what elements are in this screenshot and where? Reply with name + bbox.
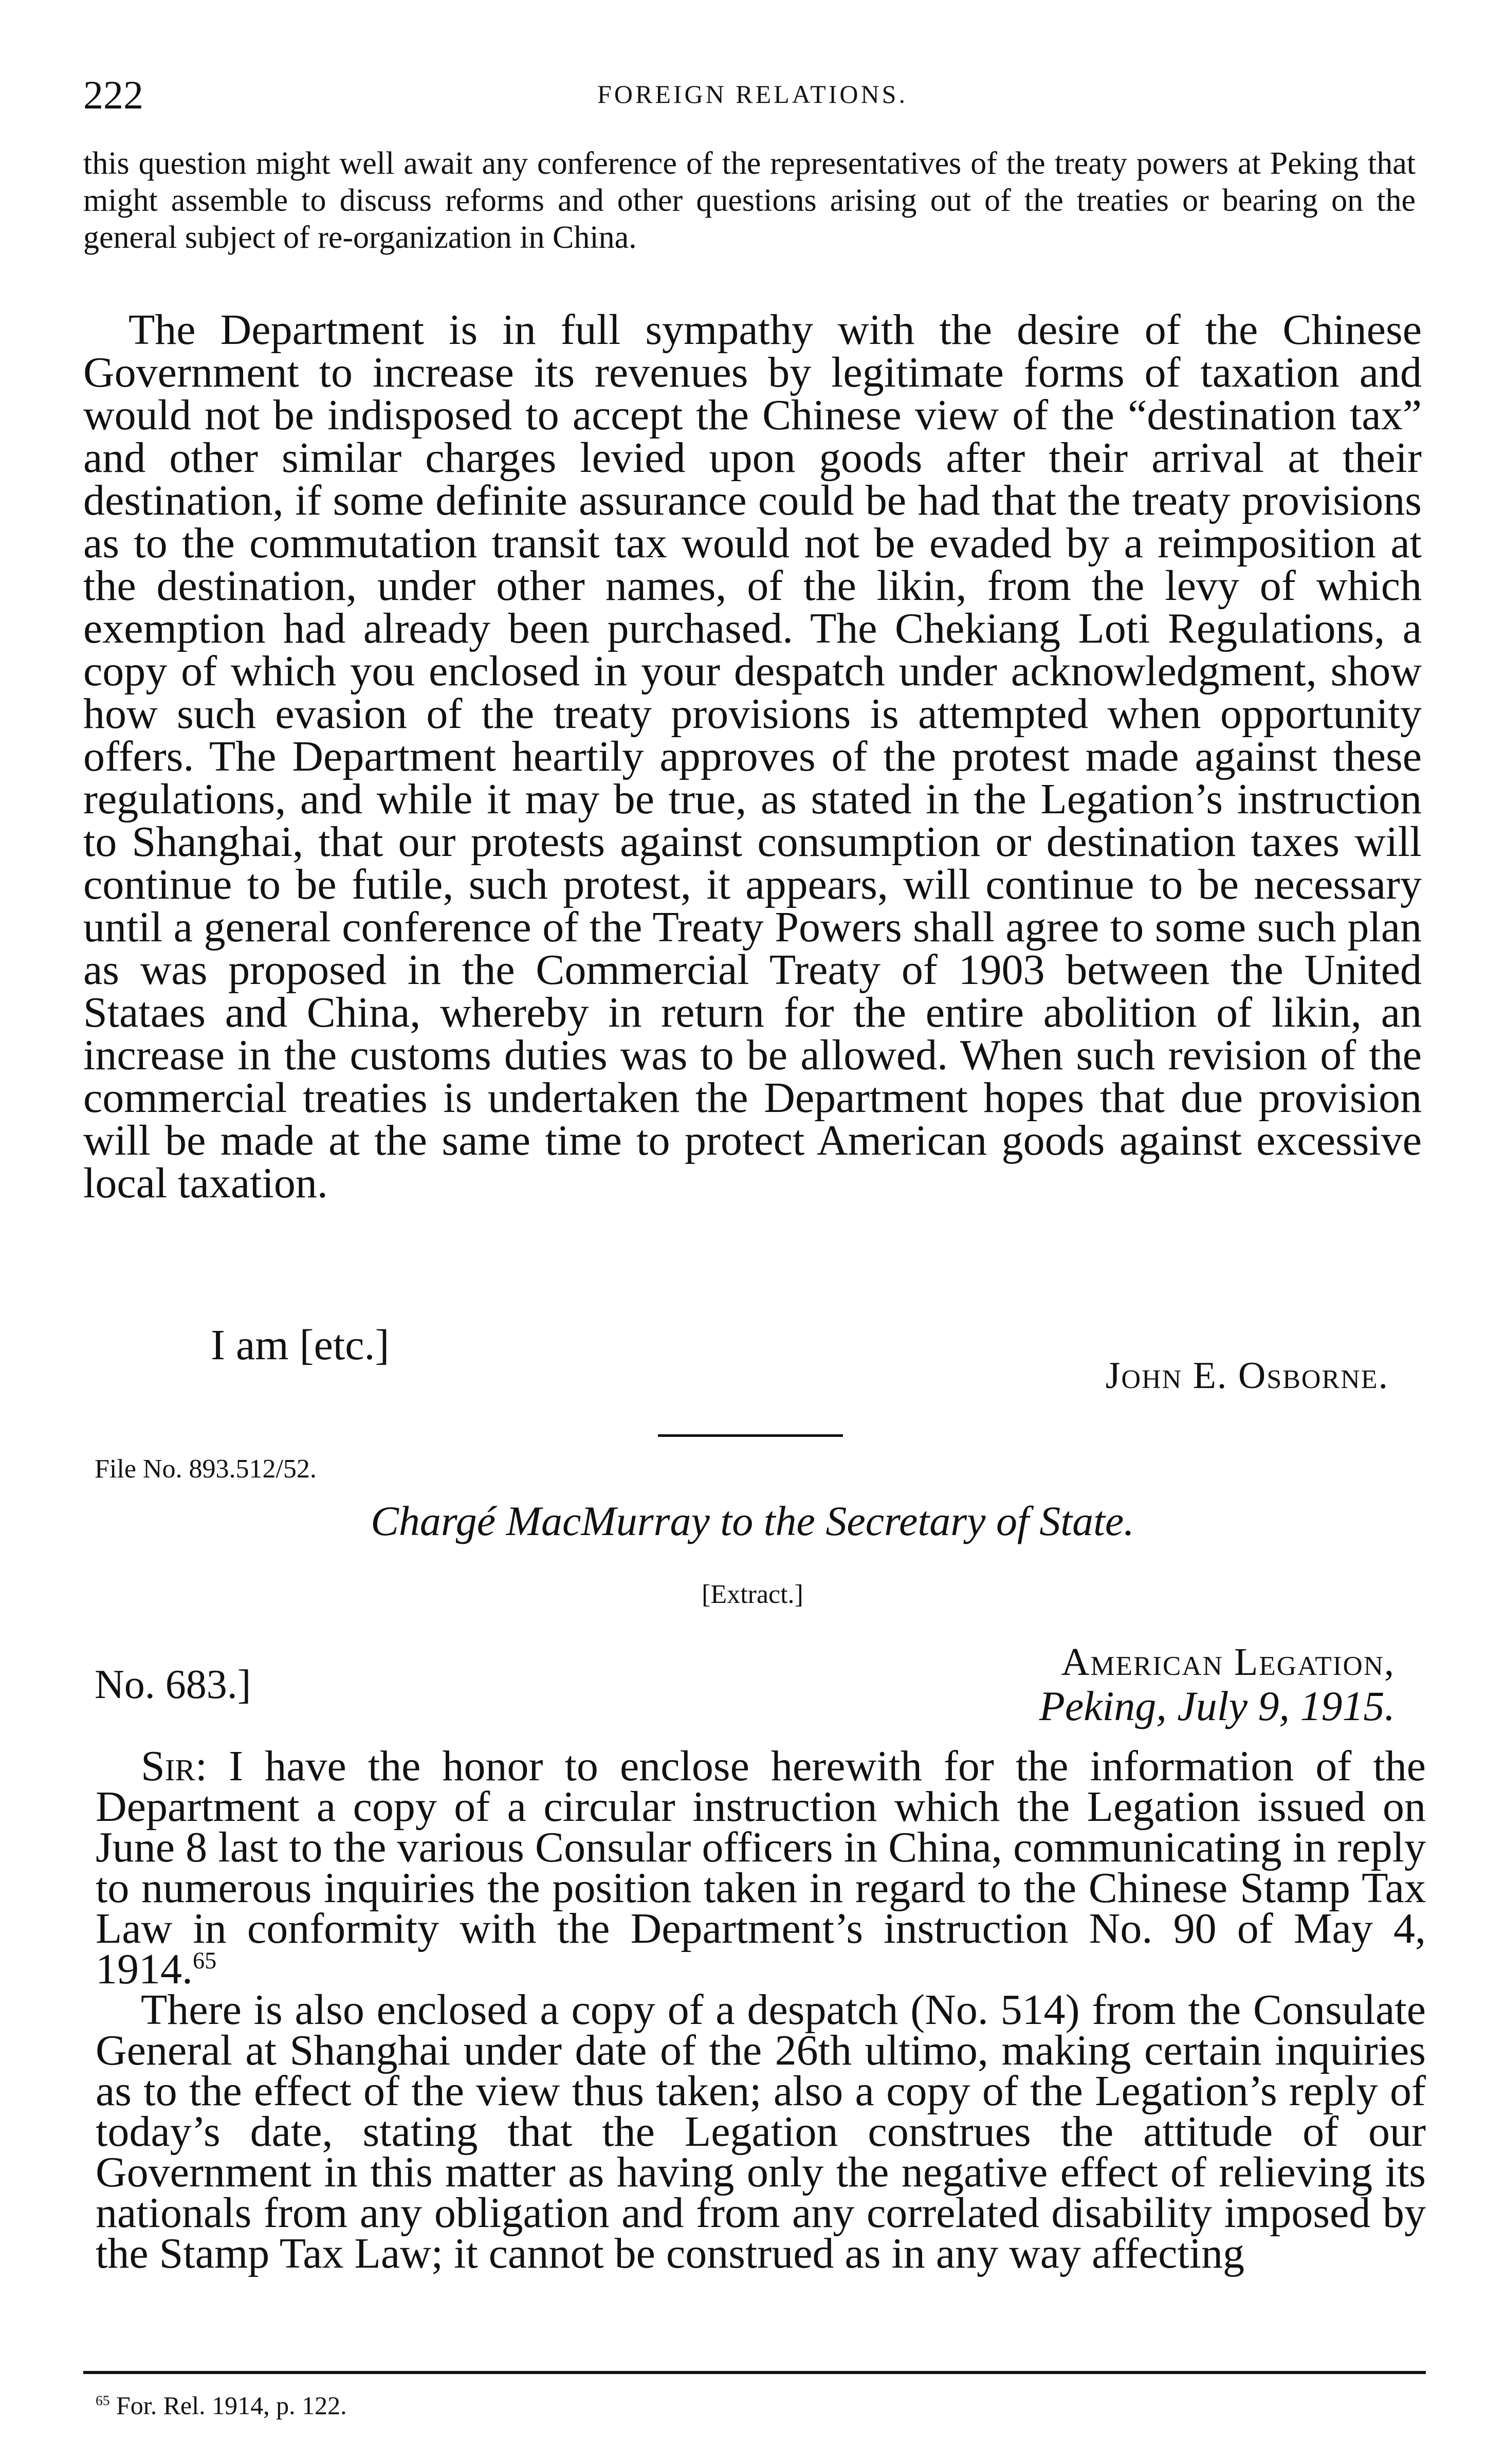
letter-text-part-one: I have the honor to enclose herewith for the information of the Department a copy of a circular instruction which the Legation issued on June 8 last to the various Consular officers in China, communicating in reply to numerous inquiries the position taken in regard to the Chinese Stamp Tax Law in conformity with the Department’s instruction No. 90 of May 4, 1914.: [96, 1742, 1426, 1993]
document-title: Chargé MacMurray to the Secretary of State.: [371, 1498, 1134, 1544]
legation-heading: American Legation,: [1061, 1640, 1395, 1684]
page-header: [83, 72, 1422, 118]
signature: John E. Osborne.: [1105, 1355, 1389, 1397]
body-paragraph: The Department is in full sympathy with the desire of the Chinese Government to increase its revenues by legitimate forms of taxation and would not be indisposed to accept the Chinese view of the “destination tax” and other similar charges levied upon goods after their arrival at their destination, if some definite assurance could be had that the treaty provisions as to the commutation transit tax would not be evaded by a reimposition at the destination, under other names, of the likin, from the levy of which exemption had already been purchased. The Chekiang Loti Regulations, a copy of which you enclosed in your despatch under acknowledgment, show how such evasion of the treaty provisions is attempted when opportunity offers. The Department heartily approves of the protest made against these regulations, and while it may be true, as stated in the Legation’s instruction to Shanghai, that our protests against consumption or destination taxes will continue to be futile, such protest, it appears, will continue to be necessary until a general conference of the Treaty Powers shall agree to some such plan as was proposed in the Commercial Treaty of 1903 between the United Stataes and China, whereby in return for the entire abolition of likin, an increase in the customs duties was to be allowed. When such revision of the commercial treaties is undertaken the Department hopes that due provision will be made at the same time to protect American goods against excessive local taxation.: [83, 306, 1422, 1207]
running-head: FOREIGN RELATIONS.: [597, 80, 908, 108]
letter-body: [96, 1742, 1426, 2277]
page-number: 222: [83, 72, 143, 117]
place-date: Peking, July 9, 1915.: [1039, 1683, 1395, 1729]
footnote: [96, 2390, 347, 2420]
letter-text-part-two: There is also enclosed a copy of a despatch (No. 514) from the Consulate General at Shanghai under date of the 26th ultimo, making certain inquiries as to the effect of the view thus taken; also a copy of the Legation’s reply of today’s date, stating that the Legation construes the attitude of our Government in this matter as having only the negative effect of relieving its nationals from any obligation and from any correlated disability imposed by the Stamp Tax Law; it cannot be construed as in any way affecting: [96, 1986, 1426, 2277]
closing-line: I am [etc.]: [211, 1321, 390, 1369]
footnote-reference: 65: [193, 1947, 217, 1974]
document-number: No. 683.]: [95, 1662, 251, 1707]
section-divider: [658, 1434, 843, 1437]
footnote-text: For. Rel. 1914, p. 122.: [109, 2391, 347, 2420]
footnote-rule: [83, 2371, 1426, 2374]
extract-note: [Extract.]: [702, 1580, 803, 1609]
salutation: Sir:: [141, 1742, 208, 1790]
file-number: File No. 893.512/52.: [95, 1454, 317, 1484]
footnote-marker: 65: [96, 2392, 110, 2408]
continuation-paragraph: this question might well await any conference of the representatives of the treaty powers at Peking that might assemble to discuss reforms and other questions arising out of the treaties or bearing on the general subject of re-organization in China.: [83, 146, 1416, 255]
